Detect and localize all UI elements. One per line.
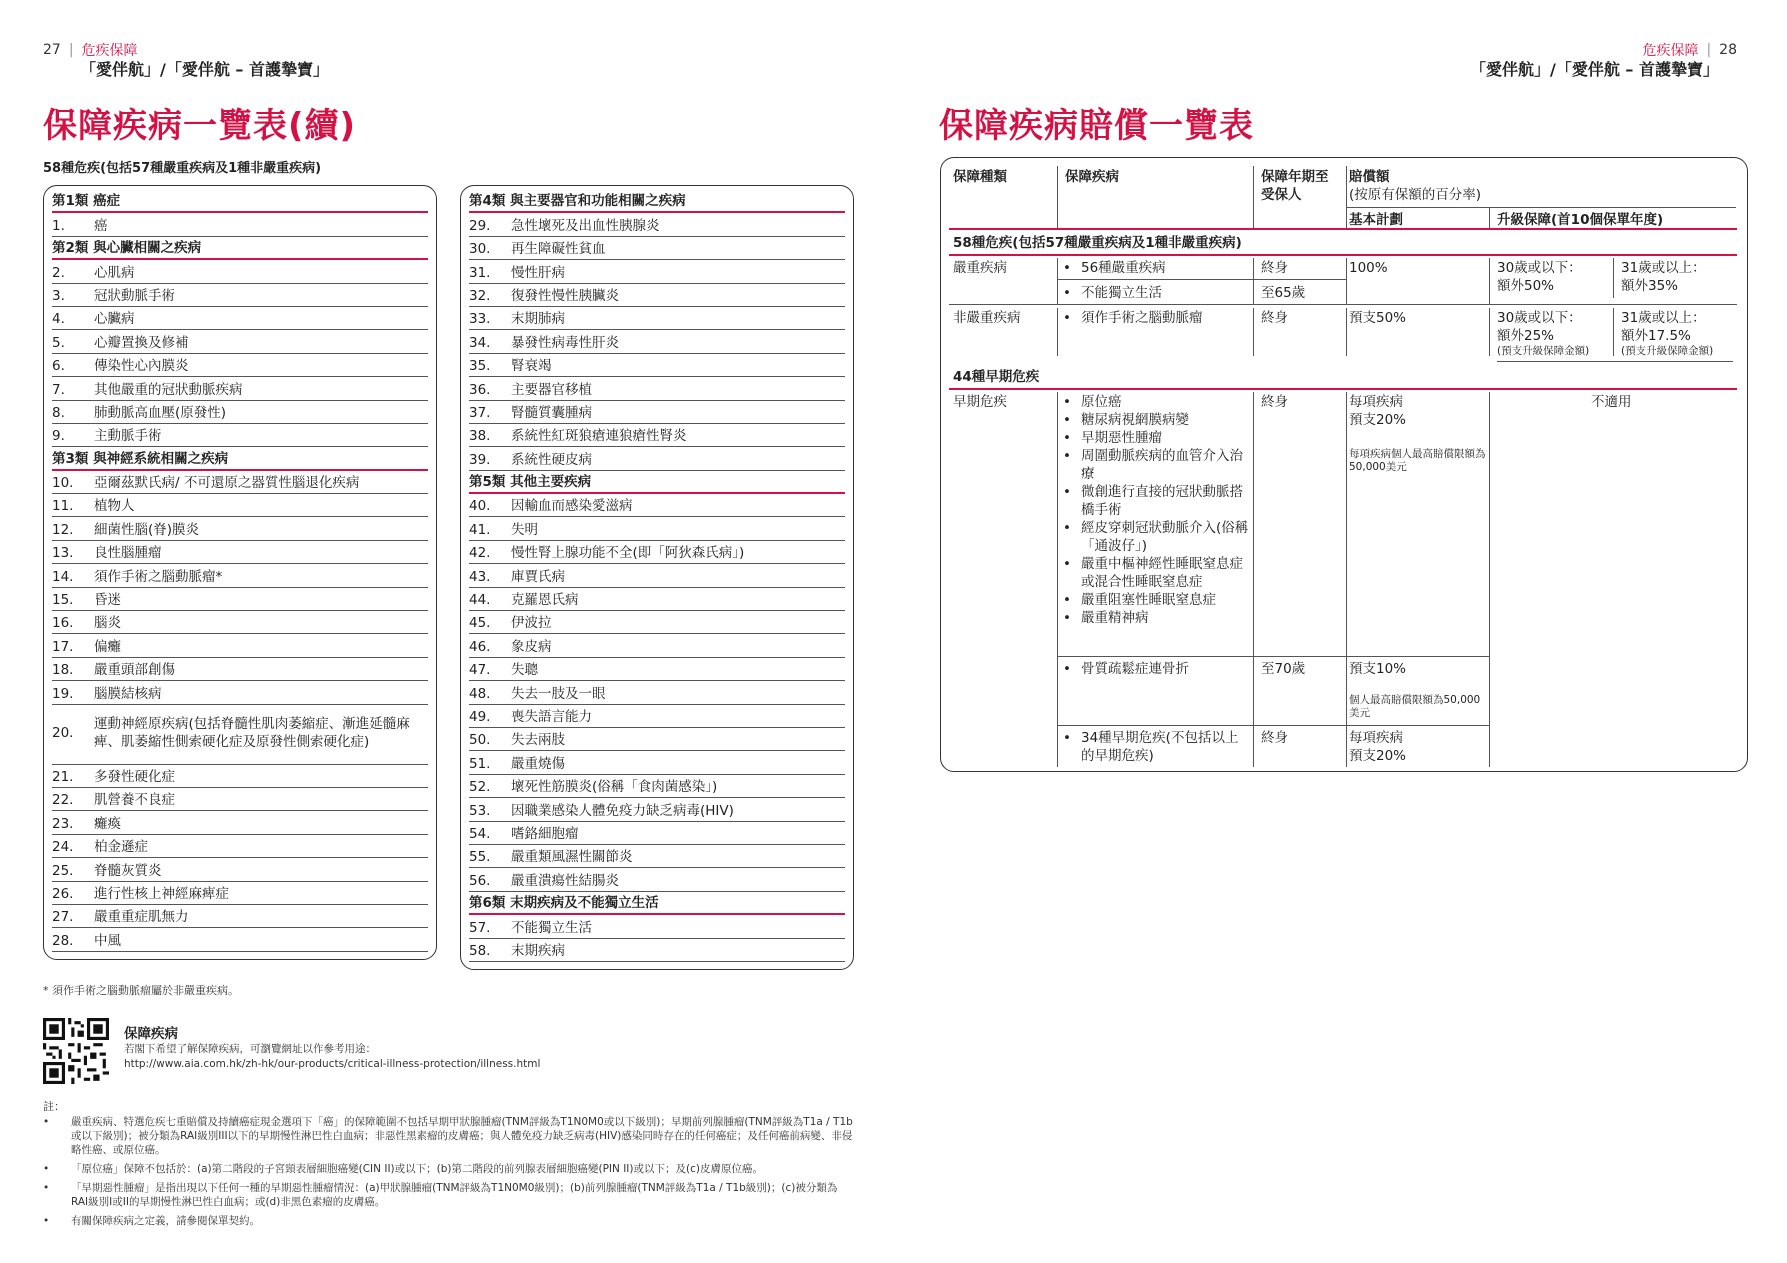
- category-heading: 第3類 與神經系統相關之疾病: [52, 447, 428, 470]
- illness-item: [469, 401, 845, 424]
- item-number: 46.: [469, 638, 491, 655]
- illness-item: [52, 307, 428, 330]
- item-text: 肺動脈高血壓(原發性): [94, 404, 227, 421]
- left-page: [0, 0, 893, 1263]
- illness-item: [52, 928, 428, 951]
- illness-item: [52, 905, 428, 928]
- illness-item: [469, 868, 845, 891]
- early-term3: 終身: [1261, 730, 1288, 746]
- item-text: 嚴重燒傷: [511, 755, 565, 772]
- qr-title: 保障疾病: [124, 1026, 178, 1042]
- v-divider: [1346, 392, 1347, 767]
- product-name: 「愛伴航」/「愛伴航 – 首護摯寶」: [80, 60, 329, 79]
- item-text: 嚴重頭部創傷: [94, 662, 175, 679]
- item-text: 末期疾病: [511, 942, 565, 959]
- list-subtitle: 58種危疾(包括57種嚴重疾病及1種非嚴重疾病): [43, 161, 322, 176]
- illness-item: [52, 284, 428, 307]
- illness-list-col2: [460, 185, 854, 970]
- note-item: • 「原位癌」保障不包括於：(a)第二階段的子宮頸表層細胞癌變(CIN II)或以下；(b)第二階段的前列腺表層細胞癌變(PIN II)或以下；及(c)皮膚原位癌。: [43, 1162, 853, 1176]
- v-divider: [1253, 258, 1254, 304]
- item-text: 心肌病: [94, 264, 135, 281]
- upgrade-label: 31歲或以上：: [1621, 260, 1706, 276]
- upgrade-label: 30歲或以下：: [1497, 260, 1582, 276]
- nonsevere-type: 非嚴重疾病: [953, 310, 1021, 326]
- illness-item: [52, 564, 428, 587]
- item-text: 末期肺病: [511, 311, 565, 328]
- item-number: 11.: [52, 498, 74, 515]
- item-text: 伊波拉: [511, 615, 552, 632]
- item-text: 主要器官移植: [511, 381, 592, 398]
- illness-item: [52, 588, 428, 611]
- item-number: 37.: [469, 404, 491, 421]
- illness-item: [469, 705, 845, 728]
- item-text: 嚴重潰瘍性結腸炎: [511, 872, 619, 889]
- illness-item: [469, 775, 845, 798]
- illness-item: [52, 517, 428, 540]
- early-item: • 34種早期危疾(不包括以上的早期危疾): [1059, 729, 1249, 765]
- illness-item: [469, 260, 845, 283]
- early-basic3: [1349, 729, 1406, 765]
- early-item: • 經皮穿刺冠狀動脈介入(俗稱「通波仔」): [1059, 519, 1249, 555]
- item-text: 嗜鉻細胞瘤: [511, 825, 579, 842]
- item-text: 腦炎: [94, 615, 121, 632]
- item-number: 49.: [469, 708, 491, 725]
- item-text: 再生障礙性貧血: [511, 241, 606, 258]
- illness-item: [469, 307, 845, 330]
- header-type: 保障種類: [953, 169, 1007, 185]
- header-upgrade: 升級保障(首10個保單年度): [1497, 212, 1664, 228]
- qr-desc-text: 若閣下希望了解保障疾病，可瀏覽網址以作參考用途：: [124, 1043, 376, 1055]
- basic-label: 每項疾病: [1349, 394, 1403, 410]
- illness-item: [469, 611, 845, 634]
- early-item: • 早期惡性腫瘤: [1059, 429, 1249, 447]
- item-text: 心臟病: [94, 311, 135, 328]
- item-number: 24.: [52, 839, 74, 856]
- illness-item: [469, 751, 845, 774]
- illness-item: [52, 811, 428, 834]
- item-number: 57.: [469, 919, 491, 936]
- illness-item: [469, 330, 845, 353]
- header-divider: [1346, 207, 1736, 208]
- item-number: 43.: [469, 568, 491, 585]
- severe-basic: 100%: [1349, 260, 1388, 276]
- early-items: [1059, 393, 1249, 627]
- item-number: 45.: [469, 615, 491, 632]
- item-number: 25.: [52, 862, 74, 879]
- item-text: 偏癱: [94, 638, 121, 655]
- item-number: 4.: [52, 311, 65, 328]
- upgrade-label: 30歲或以下：: [1497, 310, 1582, 326]
- product-name: 「愛伴航」/「愛伴航 – 首護摯寶」: [1470, 60, 1719, 79]
- section2-title: 44種早期危疾: [953, 369, 1040, 385]
- nonsevere-term: 終身: [1261, 310, 1288, 326]
- early-basic2: 預支10%: [1349, 661, 1407, 677]
- illness-item: [469, 237, 845, 260]
- nonsevere-item: • 須作手術之腦動脈瘤: [1059, 309, 1203, 327]
- item-text: 冠狀動脈手術: [94, 287, 175, 304]
- category-heading: 第2類 與心臟相關之疾病: [52, 237, 428, 260]
- item-number: 33.: [469, 311, 491, 328]
- item-number: 23.: [52, 815, 74, 832]
- illness-item: [469, 213, 845, 236]
- illness-item: [52, 788, 428, 811]
- item-number: 20.: [52, 725, 74, 742]
- item-number: 18.: [52, 662, 74, 679]
- item-text: 庫賈氏病: [511, 568, 565, 585]
- item-text: 急性壞死及出血性胰腺炎: [511, 217, 660, 234]
- item-text: 腎髓質囊腫病: [511, 404, 592, 421]
- illness-list-col1: [43, 185, 437, 960]
- illness-item: [469, 447, 845, 470]
- illness-item: [469, 681, 845, 704]
- item-number: 30.: [469, 241, 491, 258]
- basic-value: 預支20%: [1349, 748, 1407, 764]
- note-item: • 嚴重疾病、特選危疾七重賠償及持續癌症現金選項下「癌」的保障範圍不包括早期甲狀腺腫瘤(TNM評級為T1N0M0或以下級別)；早期前列腺腫瘤(TNM評級為T1a / T1b或以下級別)；被分類為RAI級別III以下的早期慢性淋巴性白血病；非惡性黑素瘤的皮膚癌；與人體免疫力缺乏病毒(HIV)感染同時存在的任何癌症；及任何癌前病變、非侵略性癌、或原位癌。: [43, 1115, 853, 1157]
- accent-line: [949, 388, 1737, 390]
- footnote-star: * 須作手術之腦動脈瘤屬於非嚴重疾病。: [43, 984, 239, 997]
- row-divider: [1057, 656, 1490, 657]
- item-text: 嚴重類風濕性關節炎: [511, 849, 633, 866]
- section-label: 危疾保障: [1642, 43, 1699, 59]
- item-text: 中風: [94, 932, 121, 949]
- item-text: 主動脈手術: [94, 428, 162, 445]
- illness-item: [469, 424, 845, 447]
- nonsevere-upgrade-30: [1497, 309, 1589, 358]
- basic-label: 每項疾病: [1349, 730, 1403, 746]
- item-number: 38.: [469, 428, 491, 445]
- illness-item: [52, 658, 428, 681]
- early-item: • 微創進行直接的冠狀動脈搭橋手術: [1059, 483, 1249, 519]
- item-text: 脊髓灰質炎: [94, 862, 162, 879]
- early-basic1-limit: 每項疾病個人最高賠償限額為50,000美元: [1349, 448, 1486, 473]
- item-number: 34.: [469, 334, 491, 351]
- early-basic2-limit: 個人最高賠償限額為50,000美元: [1349, 694, 1481, 719]
- item-number: 42.: [469, 545, 491, 562]
- severe-item: • 不能獨立生活: [1059, 284, 1162, 302]
- item-text: 失去兩肢: [511, 732, 565, 749]
- item-text: 壞死性筋膜炎(俗稱「食肉菌感染」): [511, 779, 718, 796]
- item-number: 54.: [469, 825, 491, 842]
- illness-item: [52, 882, 428, 905]
- item-number: 58.: [469, 942, 491, 959]
- accent-line: [949, 228, 1737, 230]
- item-number: 9.: [52, 428, 65, 445]
- claims-table: [940, 157, 1748, 772]
- item-number: 2.: [52, 264, 65, 281]
- severe-items2: [1059, 284, 1162, 302]
- page-title: 保障疾病一覽表(續): [43, 106, 357, 146]
- illness-item: [52, 471, 428, 494]
- item-text: 系統性紅斑狼瘡連狼瘡性腎炎: [511, 428, 687, 445]
- item-number: 40.: [469, 498, 491, 515]
- item-number: 12.: [52, 521, 74, 538]
- severe-upgrade-31: [1621, 259, 1706, 295]
- header-claim-sub: (按原有保額的百分率): [1349, 187, 1482, 203]
- upgrade-value: 額外25%: [1497, 328, 1555, 344]
- item-text: 腦膜結核病: [94, 685, 162, 702]
- item-text: 因職業感染人體免疫力缺乏病毒(HIV): [511, 802, 734, 819]
- early-item: • 嚴重精神病: [1059, 609, 1249, 627]
- illness-item: [469, 798, 845, 821]
- item-number: 31.: [469, 264, 491, 281]
- item-text: 暴發性病毒性肝炎: [511, 334, 619, 351]
- item-number: 52.: [469, 779, 491, 796]
- v-divider: [1057, 258, 1058, 304]
- item-number: 47.: [469, 662, 491, 679]
- illness-item: [469, 728, 845, 751]
- qr-code: [43, 1018, 109, 1084]
- v-divider: [1489, 308, 1490, 356]
- item-number: 41.: [469, 521, 491, 538]
- upgrade-note: (預支升級保障金額): [1621, 345, 1714, 357]
- item-text: 嚴重重症肌無力: [94, 909, 189, 926]
- item-number: 28.: [52, 932, 74, 949]
- item-text: 亞爾茲默氏病/ 不可還原之器質性腦退化疾病: [94, 475, 360, 492]
- item-number: 22.: [52, 792, 74, 809]
- item-number: 3.: [52, 287, 65, 304]
- item-text: 須作手術之腦動脈瘤*: [94, 568, 223, 585]
- item-text: 癌: [94, 217, 108, 234]
- illness-item: [52, 634, 428, 657]
- header-claim: 賠償額: [1349, 169, 1390, 185]
- item-number: 26.: [52, 885, 74, 902]
- row-divider: [949, 304, 1737, 305]
- item-number: 8.: [52, 404, 65, 421]
- qr-url-link[interactable]: http://www.aia.com.hk/zh-hk/our-products/critical-illness-protection/illness.html: [124, 1058, 541, 1070]
- illness-item: [469, 377, 845, 400]
- category-heading: 第5類 其他主要疾病: [469, 471, 845, 494]
- item-number: 29.: [469, 217, 491, 234]
- item-number: 56.: [469, 872, 491, 889]
- basic-value: 預支20%: [1349, 412, 1407, 428]
- illness-item: [469, 845, 845, 868]
- v-divider: [1489, 392, 1490, 767]
- illness-item: [469, 658, 845, 681]
- illness-item: [469, 517, 845, 540]
- illness-item: [52, 260, 428, 283]
- illness-item: [52, 858, 428, 881]
- severe-upgrade-30: [1497, 259, 1582, 295]
- early-item: • 骨質疏鬆症連骨折: [1059, 660, 1189, 678]
- nonsevere-upgrade-31: [1621, 309, 1713, 358]
- v-divider: [1613, 308, 1614, 356]
- item-number: 19.: [52, 685, 74, 702]
- v-divider: [1057, 166, 1058, 228]
- item-text: 因輸血而感染愛滋病: [511, 498, 633, 515]
- category-heading: 第4類 與主要器官和功能相關之疾病: [469, 190, 845, 213]
- category-heading: 第1類 癌症: [52, 190, 428, 213]
- v-divider: [1057, 308, 1058, 356]
- item-text: 象皮病: [511, 638, 552, 655]
- illness-item: [469, 939, 845, 962]
- illness-item: [52, 611, 428, 634]
- item-text: 心瓣置換及修補: [94, 334, 189, 351]
- item-number: 32.: [469, 287, 491, 304]
- row-divider: [1057, 725, 1490, 726]
- early-item: • 原位癌: [1059, 393, 1249, 411]
- severe-term2: 至65歲: [1261, 285, 1306, 301]
- note-item: • 有關保障疾病之定義，請參閱保單契約。: [43, 1214, 853, 1228]
- upgrade-value: 額外50%: [1497, 278, 1555, 294]
- item-number: 15.: [52, 592, 74, 609]
- item-number: 39.: [469, 451, 491, 468]
- category-heading: 第6類 末期疾病及不能獨立生活: [469, 892, 845, 915]
- item-text: 失去一肢及一眼: [511, 685, 606, 702]
- early-term2: 至70歲: [1261, 661, 1306, 677]
- page-title: 保障疾病賠償一覽表: [939, 106, 1254, 146]
- illness-item: [52, 377, 428, 400]
- page-number: 27: [43, 42, 61, 58]
- illness-item: [469, 822, 845, 845]
- row-divider: [1497, 361, 1733, 362]
- item-text: 克羅恩氏病: [511, 592, 579, 609]
- item-text: 進行性核上神經麻痺症: [94, 885, 229, 902]
- early-term1: 終身: [1261, 394, 1288, 410]
- item-number: 10.: [52, 475, 74, 492]
- item-number: 50.: [469, 732, 491, 749]
- illness-item: [469, 588, 845, 611]
- accent-line: [949, 254, 1737, 256]
- early-item: • 嚴重阻塞性睡眠窒息症: [1059, 591, 1249, 609]
- item-text: 良性腦腫瘤: [94, 545, 162, 562]
- illness-item: [52, 765, 428, 788]
- header-term: 保障年期至受保人: [1261, 169, 1329, 203]
- item-text: 腎衰竭: [511, 358, 552, 375]
- item-text: 柏金遜症: [94, 839, 148, 856]
- item-text: 傳染性心內膜炎: [94, 358, 189, 375]
- illness-item: [52, 354, 428, 377]
- illness-item: [52, 835, 428, 858]
- illness-item: [52, 541, 428, 564]
- item-number: 14.: [52, 568, 74, 585]
- item-number: 6.: [52, 358, 65, 375]
- item-text: 細菌性腦(脊)膜炎: [94, 521, 200, 538]
- illness-item: [52, 213, 428, 236]
- v-divider: [1346, 166, 1347, 228]
- nonsevere-items: [1059, 309, 1203, 327]
- item-number: 51.: [469, 755, 491, 772]
- item-number: 13.: [52, 545, 74, 562]
- item-text: 癱瘓: [94, 815, 121, 832]
- early-item: • 周圍動脈疾病的血管介入治療: [1059, 447, 1249, 483]
- item-number: 53.: [469, 802, 491, 819]
- upgrade-value: 額外35%: [1621, 278, 1679, 294]
- section-label: 危疾保障: [81, 43, 138, 59]
- notes-list: [43, 1115, 853, 1233]
- item-number: 55.: [469, 849, 491, 866]
- early-item: • 糖尿病視網膜病變: [1059, 411, 1249, 429]
- item-text: 多發性硬化症: [94, 768, 175, 785]
- v-divider: [1253, 166, 1254, 228]
- v-divider: [1346, 258, 1347, 304]
- notes-heading: 註：: [43, 1100, 65, 1113]
- item-number: 27.: [52, 909, 74, 926]
- item-text: 系統性硬皮病: [511, 451, 592, 468]
- v-divider: [1253, 392, 1254, 767]
- illness-item: [469, 564, 845, 587]
- early-item: • 嚴重中樞神經性睡眠窒息症或混合性睡眠窒息症: [1059, 555, 1249, 591]
- item-number: 36.: [469, 381, 491, 398]
- severe-type: 嚴重疾病: [953, 260, 1007, 276]
- v-divider: [1057, 392, 1058, 767]
- qr-description: [124, 1042, 540, 1072]
- item-text: 運動神經原疾病(包括脊髓性肌肉萎縮症、漸進延髓麻痺、肌萎縮性側索硬化症及原發性側索硬化症): [94, 716, 410, 751]
- divider: |: [68, 42, 74, 58]
- severe-items: [1059, 259, 1166, 277]
- item-number: 44.: [469, 592, 491, 609]
- section1-title: 58種危疾(包括57種嚴重疾病及1種非嚴重疾病): [953, 235, 1242, 251]
- v-divider: [1489, 208, 1490, 228]
- v-divider: [1253, 308, 1254, 356]
- illness-item: [469, 634, 845, 657]
- nonsevere-basic: 預支50%: [1349, 310, 1407, 326]
- illness-item: [52, 330, 428, 353]
- early-type: 早期危疾: [953, 394, 1007, 410]
- upgrade-value: 額外17.5%: [1621, 328, 1691, 344]
- item-number: 21.: [52, 768, 74, 785]
- divider: |: [1706, 42, 1712, 58]
- illness-item: [469, 284, 845, 307]
- early-items2: [1059, 660, 1189, 678]
- header-basic: 基本計劃: [1349, 212, 1403, 228]
- illness-item: [469, 541, 845, 564]
- early-basic1: [1349, 393, 1406, 429]
- note-item: • 「早期惡性腫瘤」是指出現以下任何一種的早期惡性腫瘤情況：(a)甲狀腺腫瘤(TNM評級為T1N0M0級別)；(b)前列腺腫瘤(TNM評級為T1a / T1b級別)；(c)被分類為RAI級別I或II的早期慢性淋巴性白血病；或(d)非黑色素瘤的皮膚癌。: [43, 1181, 853, 1209]
- illness-item: [52, 401, 428, 424]
- item-text: 不能獨立生活: [511, 919, 592, 936]
- illness-item: [52, 424, 428, 447]
- upgrade-label: 31歲或以上：: [1621, 310, 1706, 326]
- v-divider: [1613, 258, 1614, 298]
- illness-item: [469, 915, 845, 938]
- item-number: 48.: [469, 685, 491, 702]
- illness-item: [469, 494, 845, 517]
- item-number: 35.: [469, 358, 491, 375]
- early-items3: [1059, 729, 1249, 765]
- severe-term1: 終身: [1261, 260, 1288, 276]
- page-number: 28: [1719, 42, 1737, 58]
- item-number: 5.: [52, 334, 65, 351]
- illness-item: [52, 681, 428, 704]
- illness-item: [52, 494, 428, 517]
- header-illness: 保障疾病: [1065, 169, 1119, 185]
- item-number: 17.: [52, 638, 74, 655]
- item-number: 1.: [52, 217, 65, 234]
- item-text: 其他嚴重的冠狀動脈疾病: [94, 381, 243, 398]
- early-upgrade: 不適用: [1591, 394, 1632, 410]
- illness-item: [52, 705, 428, 765]
- item-text: 植物人: [94, 498, 135, 515]
- item-text: 失聰: [511, 662, 538, 679]
- item-text: 復發性慢性胰臟炎: [511, 287, 619, 304]
- item-text: 慢性腎上腺功能不全(即「阿狄森氏病」): [511, 545, 745, 562]
- row-divider: [1057, 279, 1346, 280]
- v-divider: [1489, 258, 1490, 304]
- upgrade-note: (預支升級保障金額): [1497, 345, 1590, 357]
- severe-item: • 56種嚴重疾病: [1059, 259, 1166, 277]
- item-text: 喪失語言能力: [511, 708, 592, 725]
- illness-item: [469, 354, 845, 377]
- item-text: 昏迷: [94, 592, 121, 609]
- item-number: 16.: [52, 615, 74, 632]
- item-text: 肌營養不良症: [94, 792, 175, 809]
- item-number: 7.: [52, 381, 65, 398]
- item-text: 失明: [511, 521, 538, 538]
- item-text: 慢性肝病: [511, 264, 565, 281]
- v-divider: [1346, 308, 1347, 356]
